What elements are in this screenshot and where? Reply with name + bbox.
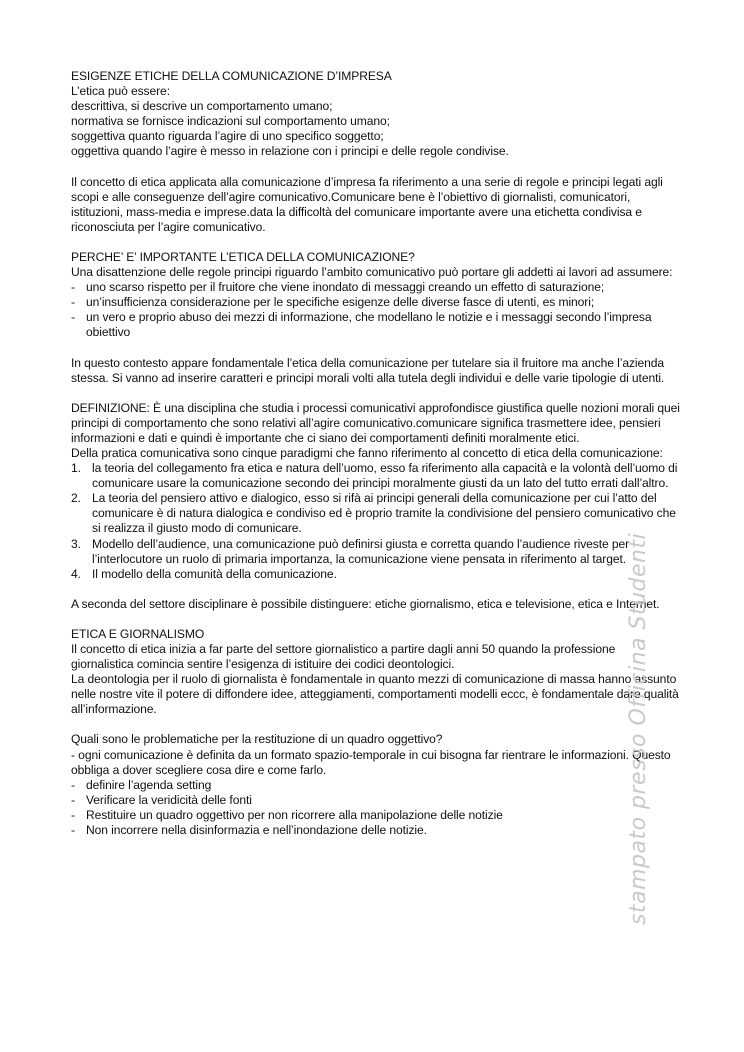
item-text: la teoria del collegamento fra etica e natura dell’uomo, esso fa riferimento alla capacità e la volontà dell’uomo di comunicare usare la comunicazione secondo dei principi moralmente giusti da un lato del tutto errati dall’altro.	[92, 461, 678, 491]
item-number: 2.	[71, 491, 81, 506]
bullet-text: definire l’agenda setting	[86, 777, 212, 792]
bullet-text: Verificare la veridicità delle fonti	[86, 792, 252, 807]
document-page	[71, 69, 681, 838]
item-text: Modello dell’audience, una comunicazione può definirsi giusta e corretta quando l’audience riveste per l’interlocutore un ruolo di primaria importanza, la comunicazione viene pensata in riferimento al target.	[92, 536, 630, 566]
bullet-item	[71, 778, 681, 793]
item-text: Il modello della comunità della comunicazione.	[92, 566, 337, 581]
paragraph: La deontologia per il ruolo di giornalista è fondamentale in quanto mezzi di comunicazione di massa hanno assunto nelle nostre vite il potere di diffondere idee, atteggiamenti, comportamenti modelli eccc, è fondamentale dare qualità all’informazione.	[71, 672, 679, 717]
section-heading-esigenze: ESIGENZE ETICHE DELLA COMUNICAZIONE D’IMPRESA	[71, 69, 392, 83]
paragraph: - ogni comunicazione è definita da un formato spazio-temporale in cui bisogna far rientrare le informazioni. Questo obbliga a dover scegliere cosa dire e come farlo.	[71, 747, 671, 777]
text-line: oggettiva quando l’agire è messo in relazione con i principi e delle regole condivise.	[71, 144, 509, 159]
bullet-item	[71, 793, 681, 808]
definition-paragraph: DEFINIZIONE: È una disciplina che studia i processi comunicativi approfondisce giustifica quelle nozioni morali quei principi di comportamento che sono relativi all’agire comunicativo.comunicare significa trasmettere idee, pensieri informazioni e dati e quindi è importante che ci siano dei comportamenti definiti moralmente etici.	[71, 400, 680, 445]
numbered-item	[71, 461, 681, 491]
paragraph: Una disattenzione delle regole principi riguardo l’ambito comunicativo può portare gli addetti ai lavori ad assumere:	[71, 265, 673, 280]
paragraph: Il concetto di etica applicata alla comunicazione d’impresa fa riferimento a una serie di regole e principi legati agli scopi e alle conseguenze dell’agire comunicativo.Comunicare bene è l’obiettivo di giornalisti, comunicatori, istituzioni, mass-media e imprese.data la difficoltà del comunicare importante avere una etichetta condivisa e riconosciuta per l’agire comunicativo.	[71, 174, 663, 234]
numbered-item	[71, 491, 681, 536]
text-line: L’etica può essere:	[71, 84, 170, 99]
section-heading-perche: PERCHE’ E’ IMPORTANTE L’ETICA DELLA COMUNICAZIONE?	[71, 249, 415, 264]
item-number: 3.	[71, 536, 81, 551]
bullet-text: un vero e proprio abuso dei mezzi di informazione, che modellano le notizie e i messaggi secondo l’impresa obiettivo	[86, 310, 652, 340]
paragraph: Della pratica comunicativa sono cinque paradigmi che fanno riferimento al concetto di etica della comunicazione:	[71, 445, 663, 460]
watermark: stampato presso Officina Studenti	[626, 532, 651, 925]
bullet-text: Non incorrere nella disinformazia e nell’inondazione delle notizie.	[86, 823, 427, 838]
numbered-item	[71, 567, 681, 582]
question-paragraph: Quali sono le problematiche per la restituzione di un quadro oggettivo?	[71, 732, 443, 747]
item-text: La teoria del pensiero attivo e dialogico, esso si rifà ai principi generali della comunicazione per cui l’atto del comunicare è di natura dialogica e condiviso ed è proprio tramite la condivisione del pensiero comunicativo che si realizza il giusto modo di comunicare.	[92, 491, 676, 536]
bullet-item	[71, 823, 681, 838]
paragraph: Il concetto di etica inizia a far parte del settore giornalistico a partire dagli anni 50 quando la professione giornalistica comincia sentire l’esigenza di istituire dei codici deontologici.	[71, 642, 616, 672]
bullet-text: un’insufficienza considerazione per le specifiche esigenze delle diverse fasce di utenti, es minori;	[86, 295, 595, 310]
paragraph: In questo contesto appare fondamentale l’etica della comunicazione per tutelare sia il fruitore ma anche l’azienda stessa. Si vanno ad inserire caratteri e principi morali volti alla tutela degli individui e delle varie tipologie di utenti.	[71, 355, 665, 385]
bullet-item	[71, 280, 681, 295]
bullet-item	[71, 295, 681, 310]
text-line: descrittiva, si descrive un comportamento umano;	[71, 99, 333, 114]
paragraph: A seconda del settore disciplinare è possibile distinguere: etiche giornalismo, etica e televisione, etica e Internet.	[71, 596, 660, 611]
text-line: normativa se fornisce indicazioni sul comportamento umano;	[71, 114, 390, 129]
bullet-text: Restituire un quadro oggettivo per non ricorrere alla manipolazione delle notizie	[86, 807, 503, 822]
item-number: 1.	[71, 461, 81, 476]
bullet-item	[71, 808, 681, 823]
bullet-text: uno scarso rispetto per il fruitore che viene inondato di messaggi creando un effetto di saturazione;	[86, 280, 605, 295]
text-line: soggettiva quanto riguarda l’agire di uno specifico soggetto;	[71, 129, 384, 144]
section-heading-giornalismo: ETICA E GIORNALISMO	[71, 626, 205, 641]
item-number: 4.	[71, 566, 81, 581]
numbered-item	[71, 537, 681, 567]
bullet-item	[71, 310, 681, 340]
